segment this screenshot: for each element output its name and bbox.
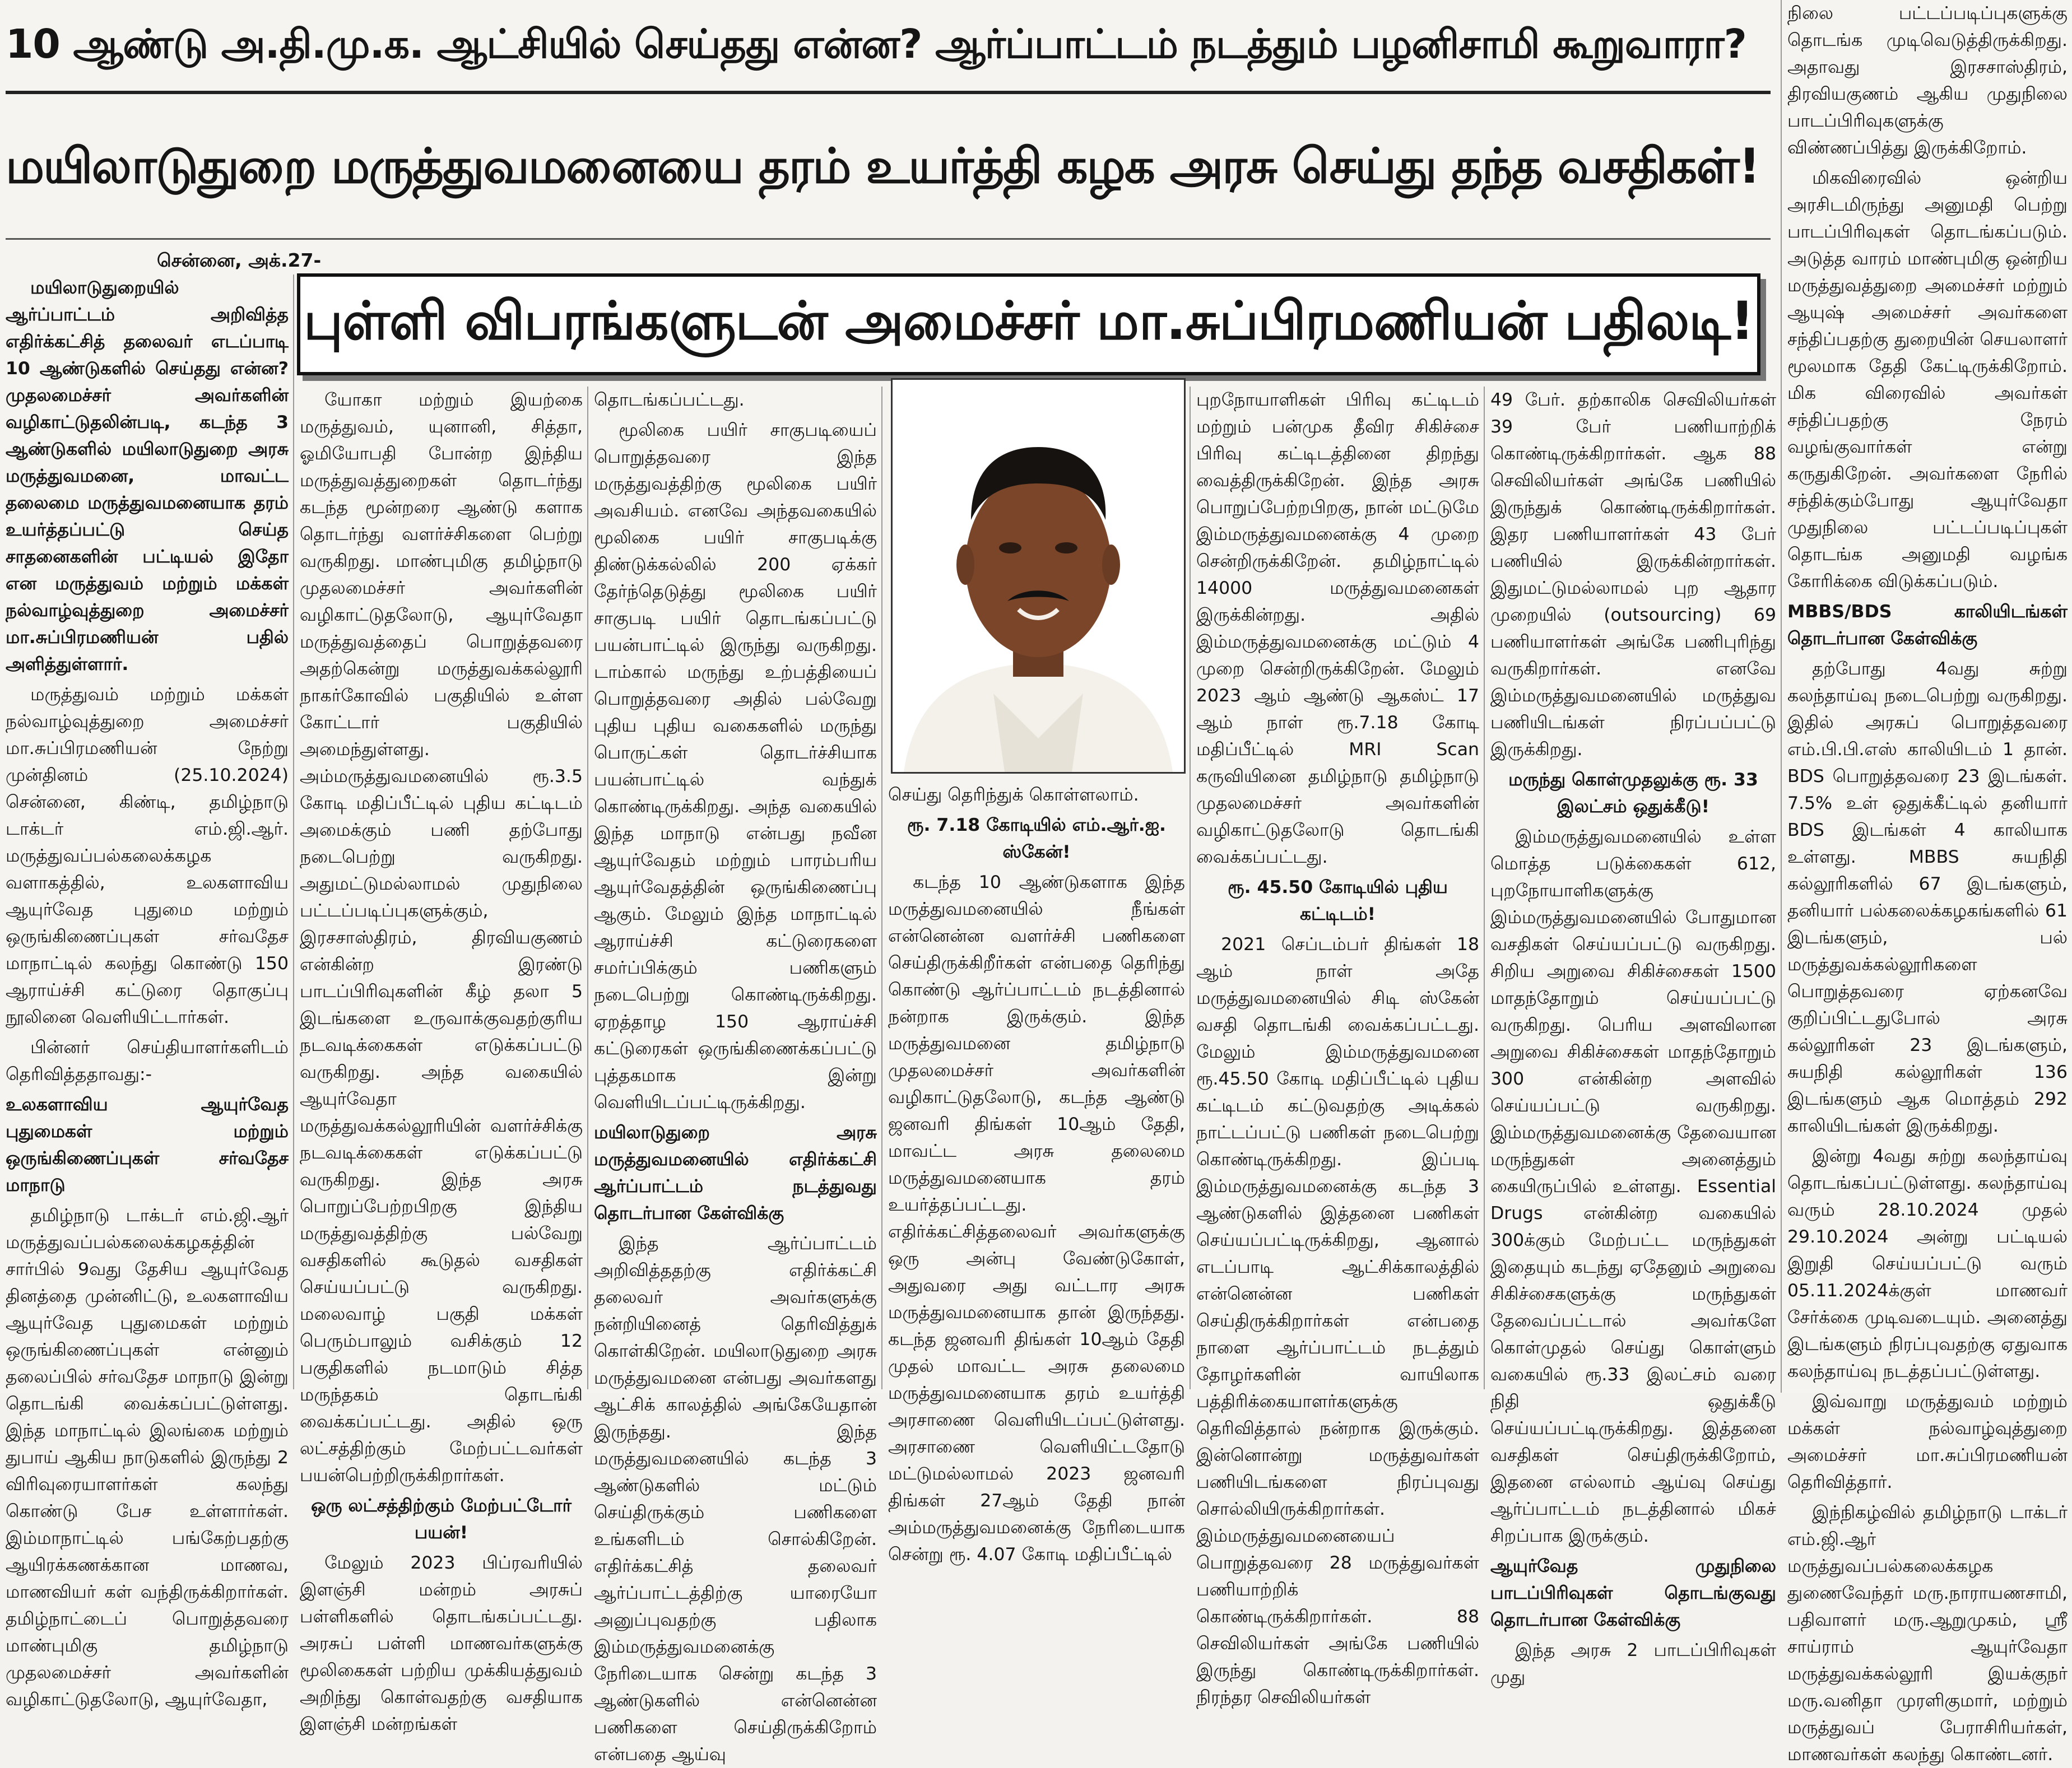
paragraph: இம்மருத்துவமனையில் உள்ள மொத்த படுக்கைகள் 612, புறநோயாளிகளுக்கு இம்மருத்துவமனையில் போதுமான வசதிகள் செய்யப்பட்டு வருகிறது. சிறிய அறுவை சிகிச்சைகள் 1500 மாதந்தோறும் செய்யப்பட்டு வருகிறது. பெரிய அளவிலான அறுவை சிகிச்சைகள் மாதந்தோறும் 300 என்கின்ற அளவில் செய்யப்பட்டு வருகிறது. இம்மருத்துவமனைக்கு தேவையான மருந்துகள் அனைத்தும் கையிருப்பில் உள்ளது. Essential Drugs என்கின்ற வகையில் 300க்கும் மேற்பட்ட மருந்துகள் இதையும் கடந்து ஏதேனும் அறுவை சிகிச்சைகளுக்கு மருந்துகள் தேவைப்பட்டால் அவர்களே கொள்முதல் செய்து கொள்ளும் வகையில் ரூ.33 இலட்சம் வரை நிதி ஒதுக்கீடு செய்யப்பட்டிருக்கிறது. இத்தனை வசதிகள் செய்திருக்கிறோம், இதனை எல்லாம் ஆய்வு செய்து ஆர்ப்பாட்டம் நடத்தினால் மிகச் சிறப்பாக இருக்கும். [1490,827,1776,1546]
column-divider [881,387,882,1389]
portrait-image [893,380,1184,772]
paragraph: இந்த அரசு 2 பாடப்பிரிவுகள் முது [1490,1640,1776,1687]
paragraph: புறநோயாளிகள் பிரிவு கட்டிடம் மற்றும் பன்முக தீவிர சிகிச்சை பிரிவு கட்டிடத்தினை திறந்து வைத்திருக்கிறேன். இந்த அரசு பொறுப்பேற்றபிறகு, நான் மட்டுமே இம்மருத்துவமனைக்கு 4 முறை சென்றிருக்கிறேன். தமிழ்நாட்டில் 14000 மருத்துவமனைகள் இருக்கின்றது. அதில் இம்மருத்துவமனைக்கு மட்டும் 4 முறை சென்றிருக்கிறேன். மேலும் 2023 ஆம் ஆண்டு ஆகஸ்ட் 17 ஆம் நாள் ரூ.7.18 கோடி மதிப்பீட்டில் MRI Scan கருவியினை தமிழ்நாடு தமிழ்நாடு முதலமைச்சர் அவர்களின் வழிகாட்டுதலோடு தொடங்கி வைக்கப்பட்டது. [1196,390,1479,867]
headline-rule [6,238,1771,240]
paragraph: தமிழ்நாடு டாக்டர் எம்.ஜி.ஆர் மருத்துவப்பல்கலைக்கழகத்தின் சார்பில் 9வது தேசிய ஆயுர்வேத தினத்தை முன்னிட்டு, உலகளாவிய ஆயுர்வேத புதுமைகள் மற்றும் ஒருங்கிணைப்புகள் என்னும் தலைப்பில் சர்வதேச மாநாடு இன்று தொடங்கி வைக்கப்பட்டுள்ளது. இந்த மாநாட்டில் இலங்கை மற்றும் துபாய் ஆகிய நாடுகளில் இருந்து 2 விரிவுரையாளர்கள் கலந்து கொண்டு பேச உள்ளார்கள். இம்மாநாட்டில் பங்கேற்பதற்கு ஆயிரக்கணக்கான மாணவ, மாணவியர் கள் வந்திருக்கிறார்கள். தமிழ்நாட்டைப் பொறுத்தவரை மாண்புமிகு தமிழ்நாடு முதலமைச்சர் அவர்களின் வழிகாட்டுதலோடு, ஆயுர்வேதா, [6,1206,289,1710]
paragraph: தொடங்கப்பட்டது. [594,390,745,410]
article-column-2 [300,387,583,1734]
subheading: ரூ. 7.18 கோடியில் எம்.ஆர்.ஐ. ஸ்கேன்! [907,815,1167,862]
subheading: MBBS/BDS காலியிடங்கள் தொடர்பான கேள்விக்கு [1787,602,2068,649]
article-column-5 [1196,387,1479,1707]
column-divider [1781,0,1782,1393]
paragraph: இன்று 4வது சுற்று கலந்தாய்வு தொடங்கப்பட்டுள்ளது. கலந்தாய்வு வரும் 28.10.2024 முதல் 29.10.2024 அன்று பட்டியல் இறுதி செய்யப்பட்டு வரும் 05.11.2024க்குள் மாணவர் சேர்க்கை முடிவடையும். அனைத்து இடங்களும் நிரப்புவதற்கு ஏதுவாக கலந்தாய்வு நடத்தப்பட்டுள்ளது. [1787,1146,2068,1381]
paragraph: பின்னர் செய்தியாளர்களிடம் தெரிவித்ததாவது:- [6,1037,289,1085]
subheading: மயிலாடுதுறை அரசு மருத்துவமனையில் எதிர்க்கட்சி ஆர்ப்பாட்டம் நடத்துவது தொடர்பான கேள்விக்கு [594,1123,877,1223]
photo-caption: செய்து தெரிந்துக் கொள்ளலாம். [888,785,1139,805]
intro-paragraph: மயிலாடுதுறையில் ஆர்ப்பாட்டம் அறிவித்த எதிர்க்கட்சித் தலைவர் எடப்பாடி 10 ஆண்டுகளில் செய்தது என்ன? முதலமைச்சர் அவர்களின் வழிகாட்டுதலின்படி, கடந்த 3 ஆண்டுகளில் மயிலாடுதுறை அரசு மருத்துவமனை, மாவட்ட தலைமை மருத்துவமனையாக தரம் உயர்த்தப்பட்டு செய்த சாதனைகளின் பட்டியல் இதோ என மருத்துவம் மற்றும் மக்கள் நல்வாழ்வுத்துறை அமைச்சர் மா.சுப்பிரமணியன் பதில் அளித்துள்ளார். [6,278,289,674]
column-divider [1190,387,1191,1389]
subheading: ரூ. 45.50 கோடியில் புதிய கட்டிடம்! [1228,877,1448,924]
paragraph: கடந்த 10 ஆண்டுகளாக இந்த மருத்துவமனையில் நீங்கள் என்னென்ன வளர்ச்சி பணிகளை செய்திருக்கிறீர்கள் என்பதை தெரிந்து கொண்டு ஆர்ப்பாட்டம் நடத்தினால் நன்றாக இருக்கும். இந்த மருத்துவமனை தமிழ்நாடு முதலமைச்சர் அவர்களின் வழிகாட்டுதலோடு, கடந்த ஆண்டு ஜனவரி திங்கள் 10ஆம் தேதி, மாவட்ட அரசு தலைமை மருத்துவமனையாக தரம் உயர்த்தப்பட்டது. எதிர்க்கட்சித்தலைவர் அவர்களுக்கு ஒரு அன்பு வேண்டுகோள், அதுவரை அது வட்டார அரசு மருத்துவமனையாக தான் இருந்தது. கடந்த ஜனவரி திங்கள் 10ஆம் தேதி முதல் மாவட்ட அரசு தலைமை மருத்துவமனையாக தரம் உயர்த்தி அரசாணை வெளியிடப்பட்டுள்ளது. அரசாணை வெளியிட்டதோடு மட்டுமல்லாமல் 2023 ஜனவரி திங்கள் 27ஆம் தேதி நான் அம்மருத்துவமனைக்கு நேரிடையாக சென்று ரூ. 4.07 கோடி மதிப்பீட்டில் [888,872,1185,1565]
paragraph: மேலும் 2023 பிப்ரவரியில் இளஞ்சி மன்றம் அரசுப் பள்ளிகளில் தொடங்கப்பட்டது. அரசுப் பள்ளி மாணவர்களுக்கு மூலிகைகள் பற்றிய முக்கியத்துவம் அறிந்து கொள்வதற்கு வசதியாக இளஞ்சி மன்றங்கள் [300,1553,583,1734]
article-column-4 [888,781,1185,1565]
main-headline: மயிலாடுதுறை மருத்துவமனையை தரம் உயர்த்தி கழக அரசு செய்து தந்த வசதிகள்! [6,138,1759,194]
paragraph: இவ்வாறு மருத்துவம் மற்றும் மக்கள் நல்வாழ்வுத்துறை அமைச்சர் மா.சுப்பிரமணியன் தெரிவித்தார். [1787,1392,2068,1492]
subheading: மருந்து கொள்முதலுக்கு ரூ. 33 இலட்சம் ஒதுக்கீடு! [1508,770,1758,817]
dateline: சென்னை, அக்.27- [157,249,322,271]
paragraph: மிகவிரைவில் ஒன்றிய அரசிடமிருந்து அனுமதி பெற்று பாடப்பிரிவுகள் தொடங்கப்படும். அடுத்த வாரம் மாண்புமிகு ஒன்றிய மருத்துவத்துறை அமைச்சர் மற்றும் ஆயுஷ் அமைச்சர் அவர்களை சந்திப்பதற்கு துறையின் செயலாளர் மூலமாக தேதி கேட்டிருக்கிறோம். மிக விரைவில் அவர்கள் சந்திப்பதற்கு நேரம் வழங்குவார்கள் என்று கருதுகிறேன். அவர்களை நேரில் சந்திக்கும்போது ஆயுர்வேதா முதுநிலை பட்டப்படிப்புகள் தொடங்க அனுமதி வழங்க கோரிக்கை விடுக்கப்படும். [1787,168,2068,592]
paragraph: தற்போது 4வது சுற்று கலந்தாய்வு நடைபெற்று வருகிறது. இதில் அரசுப் பொறுத்தவரை எம்.பி.பி.எஸ் காலியிடம் 1 தான். BDS பொறுத்தவரை 23 இடங்கள். 7.5% உள் ஒதுக்கீட்டில் தனியார் BDS இடங்கள் 4 காலியாக உள்ளது. MBBS சுயநிதி கல்லூரிகளில் 67 இடங்களும், தனியார் பல்கலைக்கழகங்களில் 61 இடங்களும், பல் மருத்துவக்கல்லூரிகளை பொறுத்தவரை ஏற்கனவே குறிப்பிட்டதுபோல் அரசு கல்லூரிகள் 23 இடங்களும், சுயநிதி கல்லூரிகள் 136 இடங்களும் ஆக மொத்தம் 292 காலியிடங்கள் இருக்கிறது. [1787,659,2068,1136]
subheading: ஒரு லட்சத்திற்கும் மேற்பட்டோர் பயன்! [310,1496,572,1543]
kicker-rule [6,91,1771,94]
paragraph: இந்நிகழ்வில் தமிழ்நாடு டாக்டர் எம்.ஜி.ஆர் மருத்துவப்பல்கலைக்கழக துணைவேந்தர் மரு.நாராயணசாமி, பதிவாளர் மரு.ஆறுமுகம், ஸ்ரீ சாய்ராம் ஆயுர்வேதா மருத்துவக்கல்லூரி இயக்குநர் மரு.வனிதா முரளிகுமார், மற்றும் மருத்துவப் பேராசிரியர்கள், மாணவர்கள் கலந்து கொண்டனர். [1787,1502,2068,1765]
column-divider [587,387,588,1389]
article-column-3 [594,387,877,1765]
paragraph: மூலிகை பயிர் சாகுபடியைப் பொறுத்தவரை இந்த மருத்துவத்திற்கு மூலிகை பயிர் அவசியம். எனவே அந்தவகையில் மூலிகை பயிர் சாகுபடிக்கு திண்டுக்கல்லில் 200 ஏக்கர் தேர்ந்தெடுத்து மூலிகை பயிர் சாகுபடி பயிர் தொடங்கப்பட்டு பயன்பாட்டில் இருந்து வருகிறது. டாம்கால் மருந்து உற்பத்தியைப் பொறுத்தவரை அதில் பல்வேறு புதிய புதிய வகைகளில் மருந்து பொருட்கள் தொடர்ச்சியாக பயன்பாட்டில் வந்துக் கொண்டிருக்கிறது. அந்த வகையில் இந்த மாநாடு என்பது நவீன ஆயுர்வேதம் மற்றும் பாரம்பரிய ஆயுர்வேதத்தின் ஒருங்கிணைப்பு ஆகும். மேலும் இந்த மாநாட்டில் ஆராய்ச்சி கட்டுரைகளை சமர்ப்பிக்கும் பணிகளும் நடைபெற்று கொண்டிருக்கிறது. ஏறத்தாழ 150 ஆராய்ச்சி கட்டுரைகள் ஒருங்கிணைக்கப்பட்டு புத்தகமாக இன்று வெளியிடப்பட்டிருக்கிறது. [594,420,877,1113]
paragraph: 2021 செப்டம்பர் திங்கள் 18 ஆம் நாள் அதே மருத்துவமனையில் சிடி ஸ்கேன் வசதி தொடங்கி வைக்கப்பட்டது. மேலும் இம்மருத்துவமனை ரூ.45.50 கோடி மதிப்பீட்டில் புதிய கட்டிடம் கட்டுவதற்கு அடிக்கல் நாட்டப்பட்டு பணிகள் நடைபெற்று கொண்டிருக்கிறது. இப்படி இம்மருத்துவமனைக்கு கடந்த 3 ஆண்டுகளில் இத்தனை பணிகள் செய்யப்பட்டிருக்கிறது, ஆனால் எடப்பாடி ஆட்சிக்காலத்தில் என்னென்ன பணிகள் செய்திருக்கிறார்கள் என்பதை நாளை ஆர்ப்பாட்டம் நடத்தும் தோழர்களின் வாயிலாக பத்திரிக்கையாளர்களுக்கு தெரிவித்தால் நன்றாக இருக்கும். இன்னொன்று மருத்துவர்கள் பணியிடங்களை நிரப்புவது சொல்லியிருக்கிறார்கள். இம்மருத்துவமனையைப் பொறுத்தவரை 28 மருத்துவர்கள் பணியாற்றிக் கொண்டிருக்கிறார்கள். 88 செவிலியர்கள் அங்கே பணியில் இருந்து கொண்டிருக்கிறார்கள். நிரந்தர செவிலியர்கள் [1196,934,1479,1707]
article-column-6 [1490,387,1776,1687]
subheadline-box [297,273,1760,375]
column-divider [293,274,294,1389]
subheading: ஆயுர்வேத முதுநிலை பாடப்பிரிவுகள் தொடங்குவது தொடர்பான கேள்விக்கு [1490,1556,1776,1630]
paragraph: மருத்துவம் மற்றும் மக்கள் நல்வாழ்வுத்துறை அமைச்சர் மா.சுப்பிரமணியன் நேற்று முன்தினம் (25.10.2024) சென்னை, கிண்டி, தமிழ்நாடு டாக்டர் எம்.ஜி.ஆர். மருத்துவப்பல்கலைக்கழக வளாகத்தில், உலகளாவிய ஆயுர்வேத புதுமை மற்றும் ஒருங்கிணைப்புகள் சர்வதேச மாநாட்டில் கலந்து கொண்டு 150 ஆராய்ச்சி கட்டுரை தொகுப்பு நூலினை வெளியிட்டார்கள். [6,685,289,1027]
subheading: உலகளாவிய ஆயுர்வேத புதுமைகள் மற்றும் ஒருங்கிணைப்புகள் சர்வதேச மாநாடு [6,1095,289,1195]
article-column-1 [6,274,289,1710]
paragraph: இந்த ஆர்ப்பாட்டம் அறிவித்ததற்கு எதிர்க்கட்சி தலைவர் அவர்களுக்கு நன்றியினைத் தெரிவித்துக் கொள்கிறேன். மயிலாடுதுறை அரசு மருத்துவமனை என்பது அவர்களது ஆட்சிக் காலத்தில் அங்கேயேதான் இருந்தது. இந்த மருத்துவமனையில் கடந்த 3 ஆண்டுகளில் மட்டும் செய்திருக்கும் பணிகளை உங்களிடம் சொல்கிறேன். எதிர்க்கட்சித் தலைவர் ஆர்ப்பாட்டத்திற்கு யாரையோ அனுப்புவதற்கு பதிலாக இம்மருத்துவமனைக்கு நேரிடையாக சென்று கடந்த 3 ஆண்டுகளில் என்னென்ன பணிகளை செய்திருக்கிறோம் என்பதை ஆய்வு [594,1234,877,1765]
paragraph: நிலை பட்டப்படிப்புகளுக்கு தொடங்க முடிவெடுத்திருக்கிறது. அதாவது இரசசாஸ்திரம், திரவியகுணம் ஆகிய முதுநிலை பாடப்பிரிவுகளுக்கு விண்ணப்பித்து இருக்கிறோம். [1787,3,2068,158]
paragraph: யோகா மற்றும் இயற்கை மருத்துவம், யுனானி, சித்தா, ஓமியோபதி போன்ற இந்திய மருத்துவத்துறைகள் தொடர்ந்து கடந்த மூன்றரை ஆண்டு களாக தொடர்ந்து வளர்ச்சிகளை பெற்று வருகிறது. மாண்புமிகு தமிழ்நாடு முதலமைச்சர் அவர்களின் வழிகாட்டுதலோடு, ஆயுர்வேதா மருத்துவத்தைப் பொறுத்தவரை அதற்கென்று மருத்துவக்கல்லூரி நாகர்கோவில் பகுதியில் உள்ள கோட்டார் பகுதியில் அமைந்துள்ளது. அம்மருத்துவமனையில் ரூ.3.5 கோடி மதிப்பீட்டில் புதிய கட்டிடம் அமைக்கும் பணி தற்போது நடைபெற்று வருகிறது. அதுமட்டுமல்லாமல் முதுநிலை பட்டப்படிப்புகளுக்கும், இரசசாஸ்திரம், திரவியகுணம் என்கின்ற இரண்டு பாடப்பிரிவுகளின் கீழ் தலா 5 இடங்களை உருவாக்குவதற்குரிய நடவடிக்கைகள் எடுக்கப்பட்டு வருகிறது. அந்த வகையில் ஆயுர்வேதா மருத்துவக்கல்லூரியின் வளர்ச்சிக்கு நடவடிக்கைகள் எடுக்கப்பட்டு வருகிறது. இந்த அரசு பொறுப்பேற்றபிறகு இந்திய மருத்துவத்திற்கு பல்வேறு வசதிகளில் கூடுதல் வசதிகள் செய்யப்பட்டு வருகிறது. மலைவாழ் பகுதி மக்கள் பெரும்பாலும் வசிக்கும் 12 பகுதிகளில் நடமாடும் சித்த மருந்தகம் தொடங்கி வைக்கப்பட்டது. அதில் ஒரு லட்சத்திற்கும் மேற்பட்டவர்கள் பயன்பெற்றிருக்கிறார்கள். [300,390,583,1486]
column-divider [1484,387,1485,1389]
kicker-headline: 10 ஆண்டு அ.தி.மு.க. ஆட்சியில் செய்தது என்ன? ஆர்ப்பாட்டம் நடத்தும் பழனிசாமி கூறுவாரா? [6,20,1746,67]
article-column-7 [1787,0,2068,1765]
minister-photo [891,378,1186,774]
subheadline: புள்ளி விபரங்களுடன் அமைச்சர் மா.சுப்பிரமணியன் பதிலடி! [304,290,1754,352]
paragraph: 49 பேர். தற்காலிக செவிலியர்கள் 39 பேர் பணியாற்றிக் கொண்டிருக்கிறார்கள். ஆக 88 செவிலியர்கள் அங்கே பணியில் இருந்துக் கொண்டிருக்கிறார்கள். இதர பணியாளர்கள் 43 பேர் பணியில் இருக்கின்றார்கள். இதுமட்டுமல்லாமல் புற ஆதார முறையில் (outsourcing) 69 பணியாளர்கள் அங்கே பணிபுரிந்து வருகிறார்கள். எனவே இம்மருத்துவமனையில் மருத்துவ பணியிடங்கள் நிரப்பப்பட்டு இருக்கிறது. [1490,390,1776,760]
